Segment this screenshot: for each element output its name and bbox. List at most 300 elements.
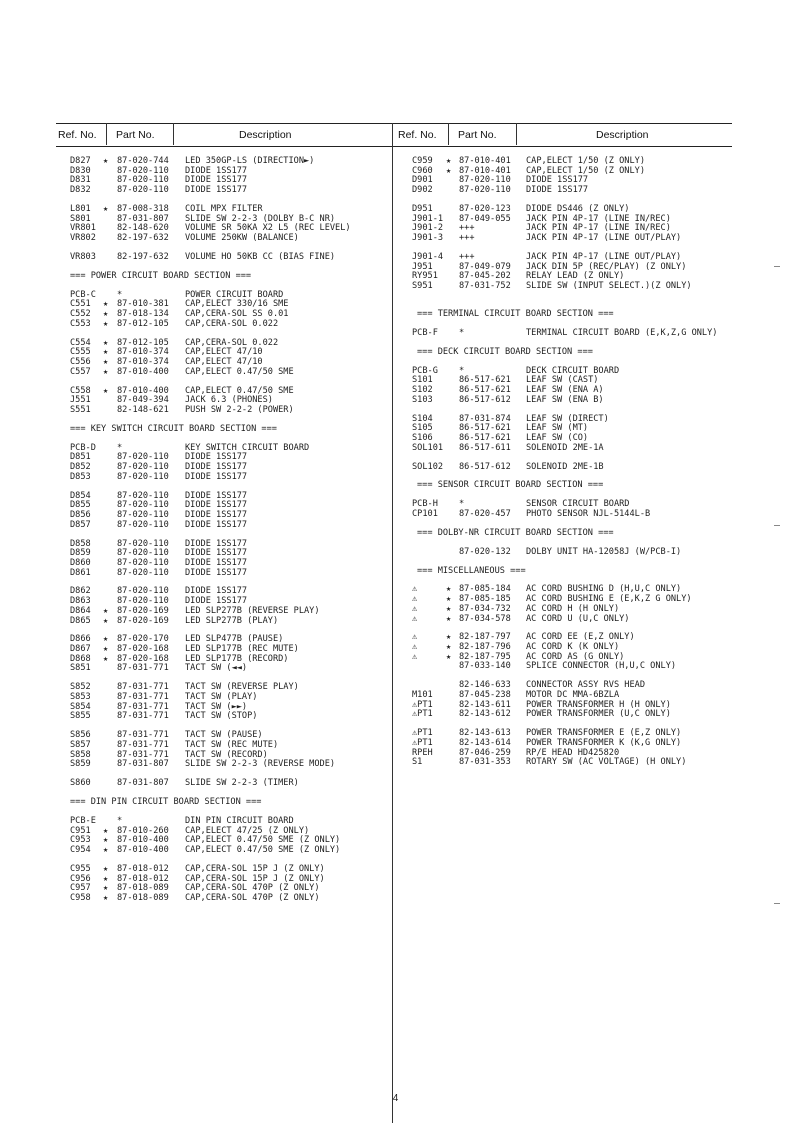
star-mark: ★ [446,165,452,176]
part-no: 87-018-089 [117,892,169,903]
part-no: 87-020-110 [117,500,169,511]
description: CAP,CERA-SOL SS 0.01 [185,309,289,319]
part-row [70,664,390,674]
description: DIODE 1SS177 [185,490,248,501]
ref-no: C955 [70,863,91,874]
ref-no: PCB-C [70,289,96,300]
ref-no: J901-3 [412,233,444,243]
part-row [70,779,390,789]
part-no: 87-031-771 [117,749,169,760]
star-mark: ★ [103,318,109,329]
ref-no: C951 [70,825,91,836]
ref-no: PCB-G [412,365,438,376]
part-row [70,320,390,330]
ref-no: C958 [70,892,91,903]
part-no: 82-143-612 [459,709,511,720]
part-no: 87-045-238 [459,690,511,700]
divider [448,123,449,145]
section-heading-text: === SENSOR CIRCUIT BOARD SECTION === [417,480,604,491]
description: JACK DIN 5P (REC/PLAY) (Z ONLY) [526,261,687,272]
ref-no: S854 [70,701,91,712]
ref-no: D902 [412,185,433,196]
ref-no: S104 [412,413,433,424]
part-no: 87-010-260 [117,825,169,836]
part-row [70,569,390,579]
part-no: +++ [459,233,475,243]
part-no: 87-020-110 [117,471,169,482]
part-no: 86-517-621 [459,423,511,434]
ref-no: RPEH [412,747,433,758]
part-no: 82-187-795 [459,651,511,662]
ref-no: PCB-F [412,327,438,338]
ref-no: C953 [70,835,91,846]
part-no: 87-018-012 [117,863,169,874]
description: LED 350GP-LS (DIRECTION►) [185,156,315,166]
part-no: 86-517-621 [459,432,511,443]
description: SPLICE CONNECTOR (H,U,C ONLY) [526,661,677,672]
ref-no: S102 [412,385,433,395]
description: DIODE 1SS177 [526,185,589,196]
description: CAP,CERA-SOL 0.022 [185,318,279,329]
description: TACT SW (PAUSE) [185,730,263,741]
ref-no: D863 [70,596,91,607]
part-no: 87-018-012 [117,873,169,884]
part-no: 87-020-123 [459,203,511,214]
description: ROTARY SW (AC VOLTAGE) (H ONLY) [526,757,687,768]
description: CAP,ELECT 0.47/50 SME (Z ONLY) [185,835,341,846]
part-no: 82-148-621 [117,404,169,415]
section-heading-text: === TERMINAL CIRCUIT BOARD SECTION === [417,309,614,319]
ref-no: SOL101 [412,442,444,453]
description: AC CORD H (H ONLY) [526,603,620,614]
part-no: 87-010-400 [117,835,169,846]
ref-no: D901 [412,175,433,186]
part-no: 86-517-621 [459,385,511,395]
part-no: 87-020-110 [117,557,169,568]
star-mark: ★ [103,356,109,367]
description: DIODE 1SS177 [185,596,248,607]
part-no: 86-517-612 [459,394,511,405]
part-no: 87-031-807 [117,759,169,770]
section-heading [412,310,742,320]
star-mark: ★ [103,605,109,616]
ref-no: C960 [412,165,433,176]
ref-no: S852 [70,682,91,693]
ref-no: D832 [70,185,91,196]
description: DIODE DS446 (Z ONLY) [526,203,630,214]
description: LEAF SW (DIRECT) [526,413,609,424]
ref-no: J951 [412,261,433,272]
part-no: 87-010-400 [117,845,169,855]
description: POWER TRANSFORMER H (H ONLY) [526,699,671,710]
ref-no: D852 [70,462,91,472]
part-no: 87-020-110 [117,175,169,186]
description: AC CORD BUSHING E (E,K,Z G ONLY) [526,594,692,605]
part-no: 87-049-394 [117,395,169,406]
description: DIODE 1SS177 [185,519,248,530]
part-row [70,894,390,904]
description: CAP,CERA-SOL 470P (Z ONLY) [185,883,320,894]
ref-no: ⚠ [412,613,418,624]
ref-no: D831 [70,175,91,186]
section-heading [412,567,742,577]
description: DIODE 1SS177 [185,586,248,597]
ref-no: ⚠PT1 [412,709,433,720]
part-no: * [117,289,123,300]
part-no: 87-031-771 [117,692,169,702]
section-heading [412,348,742,358]
part-row [70,406,390,416]
part-no: 87-020-110 [117,185,169,196]
part-no: 87-020-457 [459,508,511,519]
part-row [412,282,742,292]
ref-no: PCB-E [70,815,96,826]
ref-no: C959 [412,156,433,166]
description: RELAY LEAD (Z ONLY) [526,271,625,282]
part-row [412,510,742,520]
part-row [412,758,742,768]
part-no: 82-187-797 [459,632,511,643]
ref-no: C558 [70,385,91,396]
part-row [412,710,742,720]
ref-no: S860 [70,778,91,789]
ref-no: D858 [70,538,91,549]
ref-no: D855 [70,500,91,511]
ref-no: C551 [70,299,91,310]
part-no: 82-143-611 [459,699,511,710]
part-row [70,253,390,263]
part-no: 87-010-374 [117,356,169,367]
part-no: 87-020-110 [117,586,169,597]
description: POWER CIRCUIT BOARD [185,289,284,300]
star-mark: ★ [446,603,452,614]
part-row [70,712,390,722]
part-no: 87-020-132 [459,546,511,557]
description: CONNECTOR ASSY RVS HEAD [526,680,645,691]
ref-no: D859 [70,548,91,559]
ref-no: ⚠ [412,632,418,643]
ref-no: D856 [70,509,91,520]
part-no: * [459,499,465,510]
description: KEY SWITCH CIRCUIT BOARD [185,442,310,453]
part-row [70,234,390,244]
description: JACK PIN 4P-17 (LINE OUT/PLAY) [526,251,682,262]
part-no: 87-020-110 [459,175,511,186]
section-heading-text: === KEY SWITCH CIRCUIT BOARD SECTION === [70,423,277,434]
star-mark: ★ [103,309,109,319]
ref-no: S551 [70,404,91,415]
section-heading [412,529,742,539]
part-row [412,662,742,672]
page-number: 4 [392,1093,399,1104]
section-heading-text: === MISCELLANEOUS === [417,565,526,576]
description: SLIDE SW 2-2-3 (DOLBY B-C NR) [185,213,336,224]
ref-no: S801 [70,213,91,224]
part-no: 86-517-621 [459,375,511,386]
spacer [412,292,742,301]
margin-mark [774,903,780,904]
header-part-no-right: Part No. [458,129,497,141]
description: LEAF SW (MT) [526,423,589,434]
ref-no: S106 [412,432,433,443]
part-no: 87-034-578 [459,613,511,624]
ref-no: ⚠ [412,642,418,653]
part-no: 87-020-168 [117,653,169,664]
part-no: 86-517-611 [459,442,511,453]
description: JACK PIN 4P-17 (LINE OUT/PLAY) [526,233,682,243]
description: DIODE 1SS177 [185,548,248,559]
ref-no: ⚠ [412,594,418,605]
ref-no: ⚠PT1 [412,728,433,739]
ref-no: ⚠PT1 [412,699,433,710]
part-row [70,846,390,856]
ref-no: C555 [70,347,91,358]
column-divider [392,123,393,1123]
description: CAP,ELECT 47/10 [185,347,263,358]
ref-no: S853 [70,692,91,702]
description: CAP,ELECT 0.47/50 SME [185,366,294,377]
description: DIODE 1SS177 [185,567,248,578]
ref-no: VR801 [70,223,96,234]
ref-no: S858 [70,749,91,760]
ref-no: C556 [70,356,91,367]
ref-no: ⚠PT1 [412,737,433,748]
header-ref-no-right: Ref. No. [398,129,437,141]
section-heading-text: === DIN PIN CIRCUIT BOARD SECTION === [70,797,262,808]
part-no: 87-031-752 [459,280,511,291]
star-mark: ★ [446,651,452,662]
part-no: 87-031-771 [117,730,169,741]
part-row [412,186,742,196]
part-no: 82-197-632 [117,233,169,243]
section-heading [70,798,390,808]
ref-no: CP101 [412,508,438,519]
part-row [70,760,390,770]
part-no: 87-031-771 [117,682,169,693]
part-no: 87-018-134 [117,309,169,319]
description: CAP,ELECT 47/10 [185,356,263,367]
ref-no: S1 [412,757,423,768]
part-no: * [117,815,123,826]
ref-no: VR803 [70,251,96,262]
description: POWER TRANSFORMER E (E,Z ONLY) [526,728,682,739]
star-mark: ★ [103,337,109,348]
description: LEAF SW (ENA B) [526,394,604,405]
part-row [412,444,742,454]
header-part-no-left: Part No. [116,129,155,141]
part-no: 87-020-110 [117,462,169,472]
ref-no: D853 [70,471,91,482]
part-no: 87-020-110 [117,567,169,578]
description: DECK CIRCUIT BOARD [526,365,620,376]
part-no: * [459,365,465,376]
section-heading-text: === DOLBY-NR CIRCUIT BOARD SECTION === [417,527,614,538]
part-row [412,234,742,244]
ref-no: D866 [70,634,91,645]
ref-no: D864 [70,605,91,616]
ref-no: S103 [412,394,433,405]
ref-no: S951 [412,280,433,291]
part-no: 87-045-202 [459,271,511,282]
description: DIODE 1SS177 [185,165,248,176]
star-mark: ★ [446,156,452,166]
description: DIODE 1SS177 [185,557,248,568]
description: CAP,CERA-SOL 15P J (Z ONLY) [185,863,325,874]
part-row [412,329,742,339]
parts-list-left [70,157,390,904]
part-no: 87-020-110 [459,185,511,196]
ref-no: C554 [70,337,91,348]
part-no: 87-018-089 [117,883,169,894]
description: LED SLP477B (PAUSE) [185,634,284,645]
star-mark: ★ [103,634,109,645]
description: DIODE 1SS177 [185,471,248,482]
ref-no: S857 [70,739,91,750]
description: CAP,ELECT 1/50 (Z ONLY) [526,156,645,166]
ref-no: D827 [70,156,91,166]
part-no: 87-020-110 [117,538,169,549]
star-mark: ★ [103,644,109,655]
description: AC CORD AS (G ONLY) [526,651,625,662]
part-no: 87-020-110 [117,596,169,607]
part-row [70,473,390,483]
description: CAP,ELECT 330/16 SME [185,299,289,310]
part-row [70,521,390,531]
part-no: 87-020-110 [117,490,169,501]
part-no: 82-146-633 [459,680,511,691]
ref-no: D857 [70,519,91,530]
part-no: 87-020-110 [117,548,169,559]
ref-no: C552 [70,309,91,319]
description: TACT SW (REC MUTE) [185,739,279,750]
ref-no: D830 [70,165,91,176]
part-row [412,615,742,625]
description: VOLUME 250KW (BALANCE) [185,233,299,243]
section-heading [70,272,390,282]
description: RP/E HEAD HD425820 [526,747,620,758]
ref-no: C954 [70,845,91,855]
part-no: +++ [459,223,475,234]
part-no: 87-010-381 [117,299,169,310]
description: VOLUME HO 50KB CC (BIAS FINE) [185,251,336,262]
part-no: 87-031-771 [117,711,169,722]
part-no: 87-010-400 [117,385,169,396]
part-no: 86-517-612 [459,461,511,472]
star-mark: ★ [103,863,109,874]
part-no: 87-085-185 [459,594,511,605]
description: DIODE 1SS177 [185,500,248,511]
section-heading [70,425,390,435]
ref-no: J901-2 [412,223,444,234]
part-no: 87-031-807 [117,213,169,224]
description: TACT SW (RECORD) [185,749,268,760]
ref-no: C557 [70,366,91,377]
star-mark: ★ [446,584,452,595]
description: SLIDE SW (INPUT SELECT.)(Z ONLY) [526,280,692,291]
part-no: 87-020-170 [117,634,169,645]
star-mark: ★ [103,825,109,836]
description: DIODE 1SS177 [185,538,248,549]
description: LED SLP177B (RECORD) [185,653,289,664]
star-mark: ★ [103,883,109,894]
part-no: 82-143-613 [459,728,511,739]
star-mark: ★ [103,203,109,214]
divider [516,123,517,145]
description: AC CORD BUSHING D (H,U,C ONLY) [526,584,682,595]
part-no: 87-010-401 [459,156,511,166]
part-no: 87-012-105 [117,318,169,329]
part-no: 87-020-110 [117,452,169,463]
part-no: 87-031-807 [117,778,169,789]
description: DIODE 1SS177 [185,185,248,196]
star-mark: ★ [103,156,109,166]
description: AC CORD K (K ONLY) [526,642,620,653]
section-heading-text: === DECK CIRCUIT BOARD SECTION === [417,346,593,357]
star-mark: ★ [103,615,109,626]
part-no: 87-008-318 [117,203,169,214]
description: AC CORD EE (E,Z ONLY) [526,632,635,643]
part-no: 82-197-632 [117,251,169,262]
part-no: 87-020-110 [117,509,169,520]
part-row [412,548,742,558]
ref-no: RY951 [412,271,438,282]
part-no: 87-020-110 [117,519,169,530]
ref-no: ⚠ [412,651,418,662]
description: JACK 6.3 (PHONES) [185,395,273,406]
part-no: 87-020-744 [117,156,169,166]
part-no: 87-020-169 [117,615,169,626]
part-no: 87-010-374 [117,347,169,358]
part-no: 87-031-874 [459,413,511,424]
description: SOLENOID 2ME-1A [526,442,604,453]
ref-no: D860 [70,557,91,568]
divider [106,123,107,145]
ref-no: L801 [70,203,91,214]
section-heading [412,481,742,491]
description: DIODE 1SS177 [185,175,248,186]
section-heading-text: === POWER CIRCUIT BOARD SECTION === [70,270,252,281]
ref-no: D867 [70,644,91,655]
ref-no: S859 [70,759,91,770]
ref-no: PCB-D [70,442,96,453]
part-no: 87-034-732 [459,603,511,614]
ref-no: C956 [70,873,91,884]
description: MOTOR DC MMA-6BZLA [526,690,620,700]
part-row [70,368,390,378]
part-no: * [459,327,465,338]
part-row [70,186,390,196]
part-no: +++ [459,251,475,262]
description: LEAF SW (CO) [526,432,589,443]
star-mark: ★ [446,642,452,653]
part-no: 82-143-614 [459,737,511,748]
star-mark: ★ [446,613,452,624]
description: POWER TRANSFORMER K (K,G ONLY) [526,737,682,748]
description: SLIDE SW 2-2-3 (REVERSE MODE) [185,759,336,770]
description: LED SLP177B (REC MUTE) [185,644,299,655]
star-mark: ★ [103,845,109,855]
ref-no: D868 [70,653,91,664]
description: TACT SW (◄◄) [185,663,248,674]
part-no: 82-187-796 [459,642,511,653]
part-row [412,396,742,406]
part-no: 87-031-353 [459,757,511,768]
part-row [412,463,742,473]
part-no: 87-085-184 [459,584,511,595]
star-mark: ★ [103,385,109,396]
star-mark: ★ [103,299,109,310]
description: CAP,ELECT 1/50 (Z ONLY) [526,165,645,176]
